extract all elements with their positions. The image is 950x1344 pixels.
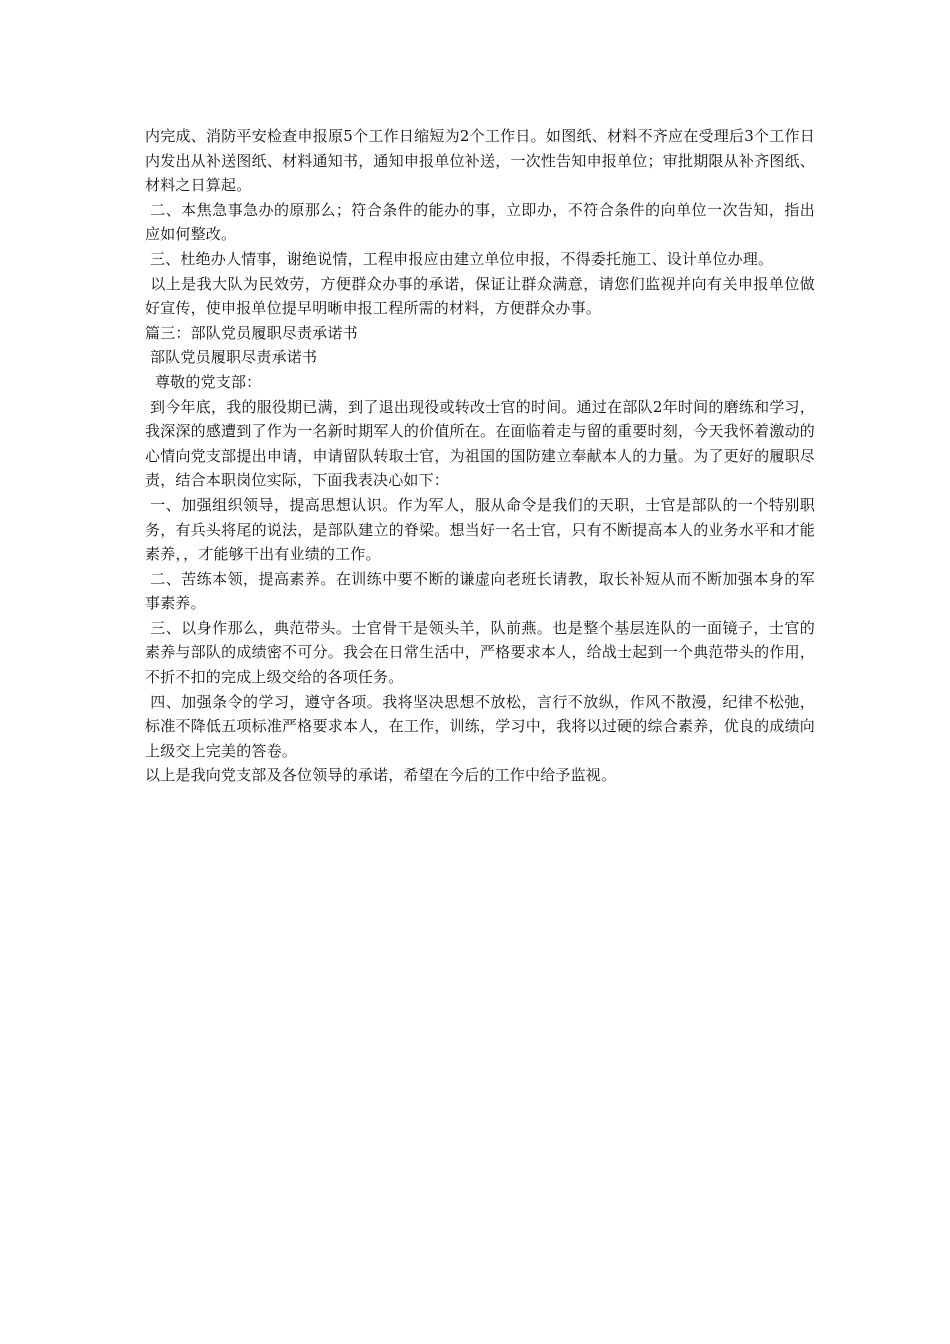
document-body [145, 124, 815, 788]
paragraph-no-favoritism: 三、杜绝办人情事，谢绝说情，工程申报应由建立单位申报，不得委托施工、设计单位办理。 [145, 249, 774, 268]
letter-salutation: 尊敬的党支部： [145, 372, 262, 391]
paragraph-service-commitment: 以上是我大队为民效劳，方便群众办事的承诺，保证让群众满意，请您们监视并向有关申报单位做好宣传，使申报单位提早明晰申报工程所需的材料，方便群众办事。 [145, 274, 815, 318]
paragraph-fire-safety-deadline: 内完成、消防平安检查申报原5个工作日缩短为2个工作日。如图纸、材料不齐应在受理后3个工作日内发出从补送图纸、材料通知书，通知申报单位补送，一次性告知申报单位；审批期限从补齐图纸、材料之日算起。 [145, 127, 815, 195]
paragraph-pledge-1: 一、加强组织领导，提高思想认识。作为军人，服从命令是我们的天职，士官是部队的一个特别职务，有兵头将尾的说法，是部队建立的脊梁。想当好一名士官，只有不断提高本人的业务水平和才能素养，，才能够干出有业绩的工作。 [145, 495, 815, 564]
letter-title: 部队党员履职尽责承诺书 [145, 348, 318, 367]
paragraph-urgent-handling: 二、本焦急事急办的原那么；符合条件的能办的事，立即办，不符合条件的向单位一次告知，指出应如何整改。 [145, 200, 815, 244]
paragraph-closing: 以上是我向党支部及各位领导的承诺，希望在今后的工作中给予监视。 [145, 766, 617, 785]
paragraph-application: 到今年底，我的服役期已满，到了退出现役或转改士官的时间。通过在部队2年时间的磨练和学习，我深深的感遭到了作为一名新时期军人的价值所在。在面临着走与留的重要时刻，今天我怀着激动的心情向党支部提出申请，申请留队转取士官，为祖国的国防建立奉献本人的力量。为了更好的履职尽责，结合本职岗位实际，下面我表决心如下： [145, 397, 815, 490]
paragraph-pledge-2: 二、苦练本领，提高素养。在训练中要不断的谦虚向老班长请教，取长补短从而不断加强本身的军事素养。 [145, 569, 815, 613]
paragraph-pledge-3: 三、以身作那么，典范带头。士官骨干是领头羊，队前燕。也是整个基层连队的一面镜子，士官的素养与部队的成绩密不可分。我会在日常生活中，严格要求本人，给战士起到一个典范带头的作用，不折不扣的完成上级交给的各项任务。 [145, 618, 815, 687]
paragraph-pledge-4: 四、加强条令的学习，遵守各项。我将坚决思想不放松，言行不放纵，作风不散漫，纪律不松弛，标准不降低五项标准严格要求本人，在工作，训练，学习中，我将以过硬的综合素养，优良的成绩向上级交上完美的答卷。 [145, 692, 815, 760]
section-heading: 篇三：部队党员履职尽责承诺书 [145, 323, 358, 342]
